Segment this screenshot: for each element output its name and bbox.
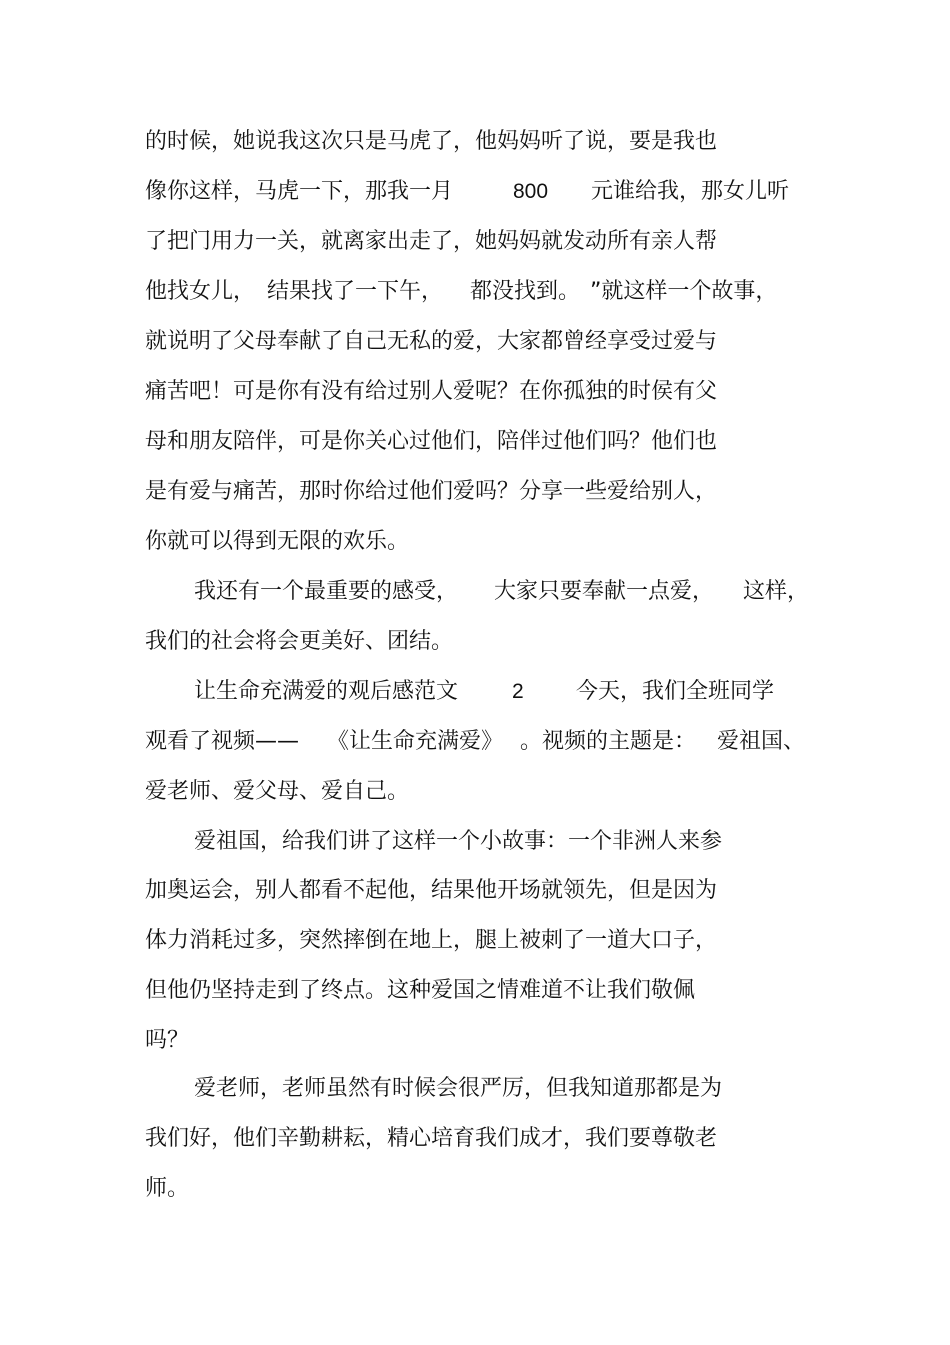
text-line (0, 222, 950, 262)
text-segment: 2 (512, 680, 524, 703)
text-line (0, 272, 950, 312)
text-segment: 了把门用力一关，就离家出走了，她妈妈就发动所有亲人帮 (145, 229, 718, 254)
text-segment: 爱祖国、 (717, 729, 806, 754)
text-segment: 师。 (145, 1176, 190, 1201)
text-segment: 爱老师，老师虽然有时候会很严厉，但我知道那都是为 (194, 1076, 723, 1101)
text-line (0, 1069, 950, 1109)
text-segment: 爱老师、爱父母、爱自己。 (145, 779, 410, 804)
text-segment: 加奥运会，别人都看不起他，结果他开场就领先，但是因为 (145, 878, 718, 903)
text-line (0, 871, 950, 911)
text-segment: 的时候，她说我这次只是马虎了，他妈妈听了说，要是我也 (145, 129, 718, 154)
text-line (0, 1119, 950, 1159)
text-segment: 800 (513, 180, 549, 203)
text-segment: 观看了视频—— (145, 729, 300, 754)
text-line (0, 722, 950, 762)
text-line (0, 772, 950, 812)
text-line (0, 1021, 950, 1061)
text-segment: 《让生命充满爱》 (327, 729, 504, 754)
text-segment: 痛苦吧！可是你有没有给过别人爱呢？在你孤独的时侯有父 (145, 379, 718, 404)
text-segment: 体力消耗过多，突然摔倒在地上，腿上被刺了一道大口子， (145, 928, 718, 953)
text-segment: 但他仍坚持走到了终点。这种爱国之情难道不让我们敬佩 (145, 978, 696, 1003)
text-line (0, 322, 950, 362)
text-segment: 母和朋友陪伴，可是你关心过他们，陪伴过他们吗？他们也 (145, 429, 718, 454)
text-segment: 就说明了父母奉献了自己无私的爱，大家都曾经享受过爱与 (145, 329, 718, 354)
text-segment: 这样， (743, 579, 810, 604)
text-line (0, 822, 950, 862)
text-line (0, 921, 950, 961)
text-line (0, 622, 950, 662)
text-segment: ”就这样一个故事， (590, 279, 778, 304)
text-line (0, 472, 950, 512)
text-line (0, 422, 950, 462)
text-segment: 结果找了一下午， (267, 279, 444, 304)
text-line (0, 971, 950, 1011)
text-segment: 让生命充满爱的观后感范文 (194, 679, 459, 704)
text-line (0, 372, 950, 412)
text-segment: 。视频的主题是： (520, 729, 697, 754)
text-segment: 今天，我们全班同学 (576, 679, 775, 704)
text-line (0, 122, 950, 162)
text-segment: 元谁给我，那女儿听 (591, 179, 790, 204)
text-line (0, 672, 950, 712)
text-segment: 我还有一个最重要的感受， (194, 579, 459, 604)
text-line (0, 572, 950, 612)
text-segment: 我们好，他们辛勤耕耘，精心培育我们成才，我们要尊敬老 (145, 1126, 718, 1151)
text-segment: 像你这样，马虎一下，那我一月 (145, 179, 454, 204)
text-segment: 都没找到。 (470, 279, 581, 304)
text-segment: 爱祖国，给我们讲了这样一个小故事：一个非洲人来参 (194, 829, 723, 854)
text-line (0, 172, 950, 212)
text-segment: 我们的社会将会更美好、团结。 (145, 629, 454, 654)
text-segment: 吗？ (145, 1028, 190, 1053)
text-segment: 你就可以得到无限的欢乐。 (145, 529, 410, 554)
text-segment: 大家只要奉献一点爱， (494, 579, 715, 604)
text-line (0, 522, 950, 562)
text-segment: 他找女儿， (145, 279, 256, 304)
text-line (0, 1169, 950, 1209)
text-segment: 是有爱与痛苦，那时你给过他们爱吗？分享一些爱给别人， (145, 479, 718, 504)
